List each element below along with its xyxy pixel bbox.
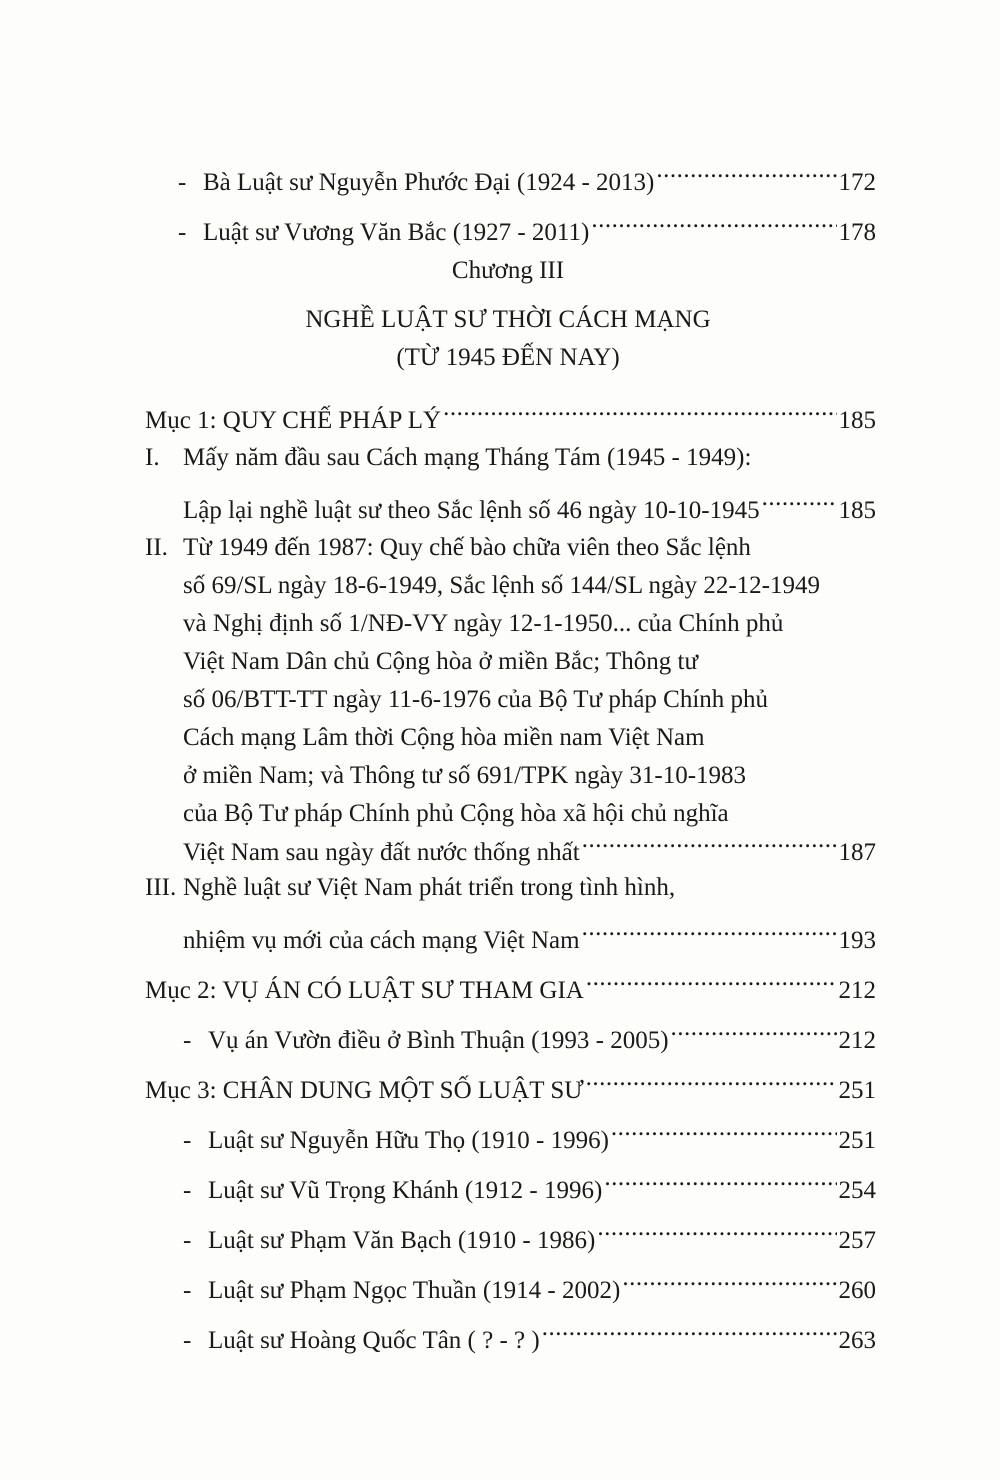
roman-numeral: II. (145, 534, 168, 561)
roman-numeral: III. (145, 874, 177, 901)
entry-dash: - (178, 219, 187, 246)
section-heading (145, 958, 876, 1004)
entry-title: Luật sư Phạm Văn Bạch (1910 - 1986) (208, 1227, 596, 1254)
entry-page-number: 254 (838, 1177, 876, 1204)
dot-leader (582, 908, 837, 948)
dot-leader (591, 200, 836, 240)
subsection-text: Việt Nam sau ngày đất nước thống nhất (183, 839, 580, 866)
toc-entry (178, 200, 876, 246)
entry-page-number: 260 (838, 1277, 876, 1304)
dot-leader (622, 1258, 836, 1298)
subsection-line: Việt Nam Dân chủ Cộng hòa ở miền Bắc; Thông tư (183, 648, 698, 675)
subsection-line: số 69/SL ngày 18-6-1949, Sắc lệnh số 144/SL ngày 22-12-1949 (183, 572, 820, 599)
entry-page-number: 257 (838, 1227, 876, 1254)
chapter-subtitle: (TỪ 1945 ĐẾN NAY) (396, 344, 620, 371)
subsection-line: của Bộ Tư pháp Chính phủ Cộng hòa xã hội chủ nghĩa (183, 800, 729, 827)
entry-dash: - (183, 1177, 192, 1204)
entry-title: Luật sư Nguyễn Hữu Thọ (1910 - 1996) (208, 1127, 609, 1154)
section-title: Mục 2: VỤ ÁN CÓ LUẬT SƯ THAM GIA (145, 977, 584, 1004)
chapter-number: Chương III (451, 257, 565, 284)
entry-title: Luật sư Vũ Trọng Khánh (1912 - 1996) (208, 1177, 603, 1204)
entry-dash: - (183, 1127, 192, 1154)
dot-leader (443, 388, 836, 428)
entry-page-number: 212 (838, 1027, 876, 1054)
subsection-text: Lập lại nghề luật sư theo Sắc lệnh số 46 ngày 10-10-1945 (183, 497, 760, 524)
entry-dash: - (183, 1027, 192, 1054)
chapter-title: NGHỀ LUẬT SƯ THỜI CÁCH MẠNG (305, 306, 711, 333)
entry-page-number: 263 (838, 1327, 876, 1354)
entry-title: Bà Luật sư Nguyễn Phước Đại (1924 - 2013) (203, 169, 655, 196)
subsection-line: và Nghị định số 1/NĐ-VY ngày 12-1-1950... của Chính phủ (183, 610, 784, 637)
entry-dash: - (183, 1277, 192, 1304)
dot-leader (611, 1108, 837, 1148)
entry-page-number: 172 (838, 169, 876, 196)
roman-numeral: I. (145, 444, 160, 471)
dot-leader (656, 150, 836, 190)
entry-dash: - (183, 1227, 192, 1254)
dot-leader (597, 1208, 836, 1248)
entry-dash: - (183, 1327, 192, 1354)
subsection-page-number: 193 (838, 927, 876, 954)
section-title: Mục 1: QUY CHẾ PHÁP LÝ (145, 407, 442, 434)
section-page-number: 212 (838, 977, 876, 1004)
dot-leader (671, 1008, 837, 1048)
section-title: Mục 3: CHÂN DUNG MỘT SỐ LUẬT SƯ (145, 1077, 584, 1104)
dot-leader (542, 1308, 837, 1348)
subsection-line: Mấy năm đầu sau Cách mạng Tháng Tám (1945 - 1949): (183, 444, 752, 471)
dot-leader (586, 958, 837, 998)
subsection-line: Từ 1949 đến 1987: Quy chế bào chữa viên theo Sắc lệnh (183, 534, 751, 561)
section-page-number: 251 (838, 1077, 876, 1104)
subsection-last-line (183, 820, 876, 866)
subsection-page-number: 187 (838, 839, 876, 866)
entry-title: Vụ án Vườn điều ở Bình Thuận (1993 - 2005) (208, 1027, 669, 1054)
toc-entry (183, 1258, 876, 1304)
entry-title: Luật sư Phạm Ngọc Thuần (1914 - 2002) (208, 1277, 621, 1304)
entry-title: Luật sư Hoàng Quốc Tân ( ? - ? ) (208, 1327, 540, 1354)
dot-leader (586, 1058, 837, 1098)
section-heading (145, 1058, 876, 1104)
subsection-text: nhiệm vụ mới của cách mạng Việt Nam (183, 927, 580, 954)
subsection-line: Cách mạng Lâm thời Cộng hòa miền nam Việt Nam (183, 724, 705, 751)
section-page-number: 185 (838, 407, 876, 434)
entry-page-number: 178 (838, 219, 876, 246)
dot-leader (582, 820, 837, 860)
subsection-page-number: 185 (838, 497, 876, 524)
section-heading (145, 388, 876, 434)
subsection-last-line (183, 908, 876, 954)
subsection-last-line (183, 478, 876, 524)
toc-entry (183, 1108, 876, 1154)
subsection-line: ở miền Nam; và Thông tư số 691/TPK ngày 31-10-1983 (183, 762, 747, 789)
entry-page-number: 251 (838, 1127, 876, 1154)
subsection-line: Nghề luật sư Việt Nam phát triển trong tình hình, (183, 874, 676, 901)
toc-entry (183, 1308, 876, 1354)
dot-leader (762, 478, 837, 518)
entry-title: Luật sư Vương Văn Bắc (1927 - 2011) (203, 219, 590, 246)
entry-dash: - (178, 169, 187, 196)
toc-entry (183, 1158, 876, 1204)
dot-leader (604, 1158, 836, 1198)
toc-entry (183, 1208, 876, 1254)
toc-entry (178, 150, 876, 196)
toc-entry (183, 1008, 876, 1054)
subsection-line: số 06/BTT-TT ngày 11-6-1976 của Bộ Tư pháp Chính phủ (183, 686, 769, 713)
